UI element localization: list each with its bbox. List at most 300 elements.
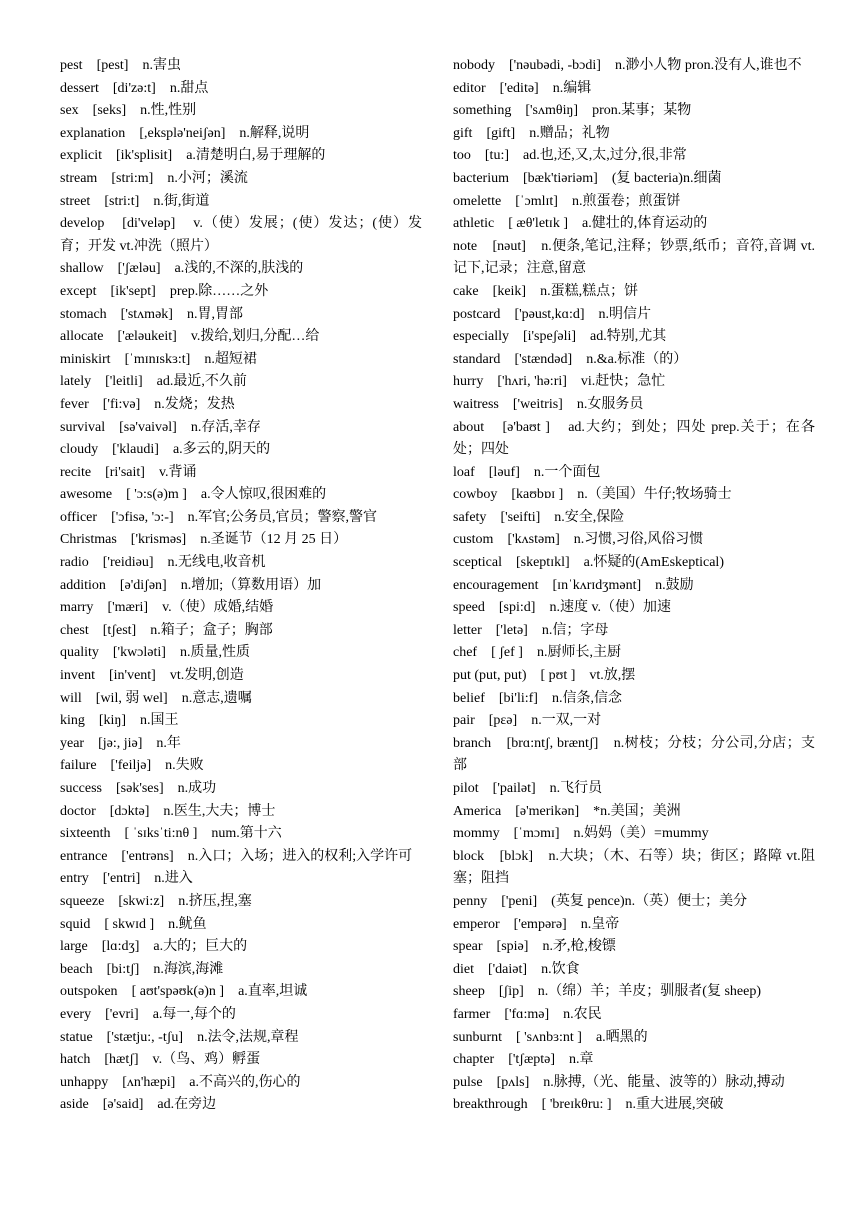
entry-definition: (复 bacteria)n.细菌 <box>611 170 722 186</box>
vocab-entry <box>453 1004 815 1027</box>
vocab-entry <box>453 688 815 711</box>
entry-phonetic: [blɔk] <box>499 848 534 864</box>
vocab-entry <box>60 914 422 937</box>
entry-phonetic: ['mæri] <box>107 600 149 616</box>
entry-word: nobody <box>453 58 495 73</box>
entry-phonetic: ['stʌmək] <box>120 306 173 322</box>
vocab-entry <box>60 145 422 168</box>
entry-word: stomach <box>60 306 107 322</box>
vocab-entry <box>453 304 815 327</box>
entry-definition: n.安全,保险 <box>554 509 625 525</box>
vocab-entry <box>453 145 815 168</box>
entry-word: lately <box>60 374 92 390</box>
vocab-entry <box>453 213 815 236</box>
entry-word: bacterium <box>453 170 509 186</box>
entry-phonetic: [ʌn'hæpi] <box>122 1074 176 1090</box>
entry-definition: n.鼓励 <box>655 577 694 593</box>
entry-phonetic: ['entrəns] <box>121 848 174 864</box>
entry-definition: ad.特别,尤其 <box>590 329 667 345</box>
entry-definition: a.健壮的,体育运动的 <box>581 216 708 232</box>
entry-word: survival <box>60 419 106 435</box>
entry-definition: n.成功 <box>177 781 217 796</box>
vocab-entry <box>60 371 422 394</box>
entry-definition: vi.赶快；急忙 <box>580 374 666 390</box>
vocab-entry <box>60 981 422 1004</box>
entry-definition: a.令人惊叹,很困难的 <box>200 487 327 503</box>
vocab-entry <box>453 846 815 891</box>
vocab-entry <box>453 665 815 688</box>
entry-phonetic: ['nəubədi, -bɔdi] <box>509 58 601 73</box>
entry-phonetic: [ə'merikən] <box>515 803 580 819</box>
vocab-entry <box>453 191 815 214</box>
vocab-entry <box>453 123 815 146</box>
vocab-entry <box>60 755 422 778</box>
entry-phonetic: [ aʊt'spəʊk(ə)n ] <box>131 984 225 1000</box>
entry-word: addition <box>60 577 106 593</box>
entry-phonetic: ['ʃæləu] <box>117 261 161 277</box>
entry-phonetic: [sək'ses] <box>116 781 164 796</box>
entry-word: especially <box>453 329 509 345</box>
entry-word: squeeze <box>60 893 105 909</box>
vocab-entry <box>60 55 422 78</box>
entry-definition: n.发烧；发热 <box>154 396 235 412</box>
entry-definition: n.饮食 <box>541 961 580 977</box>
vocab-entry <box>60 959 422 982</box>
entry-definition: n.害虫 <box>142 58 181 73</box>
entry-word: outspoken <box>60 984 118 1000</box>
entry-phonetic: [stri:m] <box>111 170 154 186</box>
entry-word: emperor <box>453 916 500 932</box>
entry-definition: n.一个面包 <box>533 464 601 480</box>
entry-word: cloudy <box>60 442 99 458</box>
entry-definition: n.编辑 <box>552 80 592 96</box>
entry-phonetic: ['hʌri, 'hə:ri] <box>497 374 567 390</box>
entry-word: recite <box>60 464 92 480</box>
vocab-entry <box>60 846 422 869</box>
entry-phonetic: [pʌls] <box>496 1074 530 1090</box>
entry-definition: n.街,街道 <box>153 193 210 209</box>
vocab-entry <box>453 936 815 959</box>
entry-definition: n.法令,法规,章程 <box>197 1029 299 1045</box>
entry-phonetic: ['reidiəu] <box>102 555 154 571</box>
entry-word: block <box>453 848 485 864</box>
entry-phonetic: [ʃip] <box>498 984 524 1000</box>
vocab-entry <box>60 326 422 349</box>
vocab-entry <box>60 394 422 417</box>
entry-definition: ad.在旁边 <box>157 1097 217 1113</box>
entry-word: sex <box>60 103 79 119</box>
vocab-entry <box>453 394 815 417</box>
entry-word: pulse <box>453 1074 483 1090</box>
entry-definition: n.矛,枪,梭镖 <box>542 939 616 955</box>
vocab-entry <box>60 575 422 598</box>
entry-phonetic: ['pəust,kɑ:d] <box>514 306 585 322</box>
entry-word: editor <box>453 80 486 96</box>
entry-word: beach <box>60 961 93 977</box>
entry-definition: a.晒黑的 <box>595 1029 648 1045</box>
entry-phonetic: ['tʃæptə] <box>508 1052 556 1068</box>
vocab-entry <box>453 371 815 394</box>
entry-phonetic: [nəut] <box>492 238 526 254</box>
entry-word: Christmas <box>60 532 117 548</box>
entry-definition: *n.美国；美洲 <box>593 803 681 819</box>
entry-phonetic: [in'vent] <box>109 668 156 684</box>
entry-definition: n.（美国）牛仔;牧场骑士 <box>577 487 732 503</box>
entry-definition: n.明信片 <box>598 306 652 322</box>
entry-definition: ad.最近,不久前 <box>156 374 247 390</box>
entry-word: cowboy <box>453 487 498 503</box>
entry-phonetic: [ləuf] <box>488 464 520 480</box>
vocab-entry <box>60 1094 422 1117</box>
entry-phonetic: [ ˈsɪksˈti:nθ ] <box>124 826 198 842</box>
right-column <box>453 55 815 1117</box>
entry-phonetic: [ɪnˈkʌrɪdʒmənt] <box>552 577 642 593</box>
entry-word: omelette <box>453 193 502 209</box>
vocab-entry <box>60 529 422 552</box>
entry-word: pair <box>453 713 475 729</box>
entry-word: develop <box>60 216 105 232</box>
entry-definition: n.入口；入场；进入的权利;入学许可 <box>187 848 413 864</box>
vocab-entry <box>60 936 422 959</box>
entry-word: marry <box>60 600 94 616</box>
vocab-entry <box>60 417 422 440</box>
entry-definition: n.意志,遗嘱 <box>181 690 252 706</box>
entry-phonetic: [bæk'tiəriəm] <box>522 170 598 186</box>
entry-definition: n.圣诞节（12 月 25 日） <box>200 532 348 548</box>
entry-phonetic: ['peni] <box>501 893 538 909</box>
vocab-entry <box>60 123 422 146</box>
vocab-entry <box>60 349 422 372</box>
entry-word: gift <box>453 125 473 141</box>
entry-definition: n.鱿鱼 <box>168 916 207 932</box>
entry-word: shallow <box>60 261 104 277</box>
entry-definition: n.进入 <box>154 871 193 887</box>
entry-word: safety <box>453 509 487 525</box>
entry-definition: n.大块；（木、石等）块；街区；路障 vt.阻塞；阻挡 <box>453 848 816 887</box>
entry-word: explicit <box>60 148 102 164</box>
entry-phonetic: ['letə] <box>495 622 528 638</box>
entry-definition: n.信；字母 <box>541 622 609 638</box>
entry-word: cake <box>453 283 479 299</box>
entry-definition: n.煎蛋卷；煎蛋饼 <box>571 193 681 209</box>
entry-definition: v.拨给,划归,分配…给 <box>190 329 320 345</box>
entry-definition: n.无线电,收音机 <box>167 555 266 571</box>
entry-word: hurry <box>453 374 484 390</box>
entry-word: loaf <box>453 464 475 480</box>
entry-definition: a.清楚明白,易于理解的 <box>186 148 326 164</box>
vocab-entry <box>60 1072 422 1095</box>
vocab-entry <box>60 688 422 711</box>
entry-phonetic: [ik'splisit] <box>116 148 173 164</box>
entry-phonetic: ['weitris] <box>512 396 563 412</box>
entry-phonetic: [ˈmɔmɪ] <box>513 826 560 842</box>
entry-phonetic: ['klaudi] <box>112 442 159 458</box>
entry-definition: n.医生,大夫；博士 <box>163 803 276 819</box>
entry-definition: n.树枝；分枝；分公司,分店；支部 <box>453 735 816 774</box>
entry-word: note <box>453 238 478 254</box>
entry-word: allocate <box>60 329 104 345</box>
entry-phonetic: [bi:tʃ] <box>106 961 140 977</box>
vocab-entry <box>60 304 422 327</box>
vocab-entry <box>453 891 815 914</box>
entry-definition: n.赠品；礼物 <box>529 125 610 141</box>
vocab-entry <box>60 642 422 665</box>
entry-word: pilot <box>453 781 479 796</box>
entry-phonetic: ['ɔfisə, 'ɔ:-] <box>111 509 174 525</box>
entry-definition: n.女服务员 <box>576 396 644 412</box>
vocab-entry <box>453 710 815 733</box>
entry-phonetic: [keik] <box>492 283 527 299</box>
entry-definition: n.甜点 <box>169 80 209 96</box>
vocab-entry <box>60 552 422 575</box>
entry-phonetic: ['fi:və] <box>102 396 141 412</box>
entry-phonetic: ['evri] <box>105 1006 139 1022</box>
entry-phonetic: [ 'breɪkθru: ] <box>541 1097 612 1113</box>
entry-word: doctor <box>60 803 96 819</box>
entry-phonetic: ['æləukeit] <box>117 329 177 345</box>
vocab-entry <box>60 1004 422 1027</box>
entry-word: put (put, put) <box>453 668 527 684</box>
entry-definition: v.（使）成婚,结婚 <box>162 600 274 616</box>
entry-definition: n.&a.标准（的） <box>586 351 688 367</box>
entry-phonetic: ['kwɔləti] <box>112 645 166 661</box>
vocab-entry <box>453 349 815 372</box>
entry-phonetic: [ˈmɪnɪskɜ:t] <box>124 351 191 367</box>
entry-phonetic: [ə'diʃən] <box>119 577 167 593</box>
entry-definition: n.信条,信念 <box>551 690 622 706</box>
entry-definition: n.脉搏,（光、能量、波等的）脉动,搏动 <box>543 1074 785 1090</box>
entry-definition: v.（鸟、鸡）孵蛋 <box>152 1052 261 1068</box>
entry-phonetic: [ ʃef ] <box>491 645 523 661</box>
entry-definition: n.渺小人物 pron.没有人,谁也不 <box>614 58 802 73</box>
entry-phonetic: ['empərə] <box>513 916 567 932</box>
entry-phonetic: ['stætju:, -tʃu] <box>106 1029 184 1045</box>
entry-definition: num.第十六 <box>211 826 282 842</box>
vocab-entry <box>453 100 815 123</box>
entry-word: street <box>60 193 91 209</box>
vocab-entry <box>60 823 422 846</box>
vocab-entry <box>60 620 422 643</box>
entry-word: chef <box>453 645 478 661</box>
entry-definition: n.存活,幸存 <box>190 419 261 435</box>
entry-word: athletic <box>453 216 495 232</box>
entry-word: miniskirt <box>60 351 111 367</box>
entry-phonetic: [ æθ'letɪk ] <box>508 216 568 232</box>
entry-word: encouragement <box>453 577 539 593</box>
entry-phonetic: [brɑ:ntʃ, bræntʃ] <box>506 735 599 751</box>
entry-phonetic: [ 'sʌnbɜ:nt ] <box>516 1029 582 1045</box>
entry-definition: a.每一,每个的 <box>152 1006 236 1022</box>
entry-word: except <box>60 283 97 299</box>
entry-definition: n.挤压,捏,塞 <box>178 893 252 909</box>
entry-definition: pron.某事；某物 <box>592 103 692 119</box>
entry-phonetic: ['feiljə] <box>110 758 152 774</box>
entry-definition: n.年 <box>156 735 181 751</box>
entry-phonetic: [wil, 弱 wel] <box>95 690 168 706</box>
entry-phonetic: [jə:, jiə] <box>98 735 143 751</box>
vocab-entry <box>453 462 815 485</box>
entry-definition: (英复 pence)n.（英）便士；美分 <box>551 893 748 909</box>
entry-phonetic: [spiə] <box>496 939 529 955</box>
left-column <box>60 55 422 1117</box>
vocab-entry <box>453 1049 815 1072</box>
entry-word: postcard <box>453 306 501 322</box>
vocab-entry <box>453 507 815 530</box>
vocab-entry <box>60 191 422 214</box>
vocab-entry <box>453 168 815 191</box>
vocab-entry <box>60 597 422 620</box>
entry-definition: a.直率,坦诚 <box>238 984 308 1000</box>
entry-definition: vt.发明,创造 <box>169 668 244 684</box>
entry-definition: n.胃,胃部 <box>186 306 243 322</box>
entry-definition: n.国王 <box>140 713 179 729</box>
entry-definition: n.妈妈（美）=mummy <box>573 826 709 842</box>
entry-definition: n.习惯,习俗,风俗习惯 <box>573 532 704 548</box>
entry-phonetic: [ pʊt ] <box>540 668 576 684</box>
entry-word: stream <box>60 170 98 186</box>
entry-phonetic: [,eksplə'neiʃən] <box>139 125 226 141</box>
entry-word: chest <box>60 622 89 638</box>
entry-word: sheep <box>453 984 485 1000</box>
entry-definition: n.厨师长,主厨 <box>536 645 621 661</box>
vocab-entry <box>60 484 422 507</box>
entry-phonetic: [ə'said] <box>102 1097 144 1113</box>
entry-definition: n.解释,说明 <box>239 125 310 141</box>
vocab-entry <box>453 914 815 937</box>
vocab-entry <box>453 1027 815 1050</box>
entry-word: spear <box>453 939 483 955</box>
vocab-entry <box>453 417 815 462</box>
entry-word: sixteenth <box>60 826 111 842</box>
entry-definition: a.多云的,阴天的 <box>172 442 271 458</box>
entry-definition: ad.也,还,又,太,过分,很,非常 <box>523 148 687 164</box>
entry-word: farmer <box>453 1006 491 1022</box>
vocab-entry <box>60 801 422 824</box>
entry-word: hatch <box>60 1052 91 1068</box>
entry-phonetic: [skwi:z] <box>118 893 165 909</box>
vocab-entry <box>453 733 815 778</box>
entry-phonetic: ['fɑ:mə] <box>504 1006 550 1022</box>
entry-phonetic: [sə'vaivəl] <box>119 419 177 435</box>
entry-phonetic: [lɑ:dʒ] <box>101 939 140 955</box>
entry-word: custom <box>453 532 494 548</box>
entry-definition: vt.放,摆 <box>589 668 636 684</box>
vocab-entry <box>453 981 815 1004</box>
entry-word: success <box>60 781 102 796</box>
entry-phonetic: [tʃest] <box>102 622 137 638</box>
entry-phonetic: ['leitli] <box>105 374 143 390</box>
entry-definition: n.箱子；盒子；胸部 <box>150 622 273 638</box>
entry-phonetic: [ik'sept] <box>110 283 156 299</box>
entry-word: pest <box>60 58 83 73</box>
entry-definition: n.（绵）羊；羊皮；驯服者(复 sheep) <box>537 984 761 1000</box>
entry-phonetic: [tu:] <box>484 148 509 164</box>
entry-phonetic: [spi:d] <box>498 600 536 616</box>
entry-phonetic: [bi'li:f] <box>498 690 538 706</box>
vocab-entry <box>60 100 422 123</box>
vocab-entry <box>453 236 815 281</box>
vocab-entry <box>60 665 422 688</box>
entry-word: diet <box>453 961 474 977</box>
entry-definition: n.便条,笔记,注释；钞票,纸币；音符,音调 vt.记下,记录；注意,留意 <box>453 238 816 277</box>
entry-word: unhappy <box>60 1074 109 1090</box>
entry-definition: a.怀疑的(AmEskeptical) <box>583 555 724 571</box>
vocab-entry <box>60 507 422 530</box>
entry-phonetic: ['seifti] <box>500 509 541 525</box>
vocab-entry <box>453 597 815 620</box>
entry-phonetic: [dɔktə] <box>109 803 150 819</box>
entry-word: America <box>453 803 502 819</box>
entry-definition: n.飞行员 <box>549 781 603 796</box>
entry-word: standard <box>453 351 501 367</box>
vocab-entry <box>453 78 815 101</box>
vocab-entry <box>453 484 815 507</box>
entry-definition: n.超短裙 <box>204 351 257 367</box>
entry-phonetic: [ 'ɔ:s(ə)m ] <box>126 487 187 503</box>
entry-word: sceptical <box>453 555 502 571</box>
entry-phonetic: ['daiət] <box>488 961 528 977</box>
entry-phonetic: [di'veləp] <box>122 216 176 232</box>
entry-definition: n.质量,性质 <box>179 645 250 661</box>
entry-definition: prep.除……之外 <box>169 283 269 299</box>
entry-word: failure <box>60 758 97 774</box>
entry-word: waitress <box>453 396 499 412</box>
entry-definition: ad.大约；到处；四处 prep.关于；在各处；四处 <box>453 419 816 458</box>
entry-phonetic: [i'speʃəli] <box>522 329 577 345</box>
entry-phonetic: [kaʊbɒɪ ] <box>511 487 564 503</box>
vocab-entry <box>60 78 422 101</box>
entry-definition: n.皇帝 <box>580 916 620 932</box>
entry-definition: n.蛋糕,糕点；饼 <box>540 283 639 299</box>
entry-word: chapter <box>453 1052 495 1068</box>
entry-phonetic: ['sʌmθiŋ] <box>525 103 579 119</box>
entry-phonetic: ['entri] <box>102 871 141 887</box>
entry-word: awesome <box>60 487 113 503</box>
entry-word: belief <box>453 690 485 706</box>
vocab-entry <box>453 620 815 643</box>
entry-phonetic: [ skwɪd ] <box>104 916 155 932</box>
entry-word: every <box>60 1006 92 1022</box>
vocab-entry <box>453 55 815 78</box>
entry-word: squid <box>60 916 91 932</box>
entry-word: entrance <box>60 848 108 864</box>
vocab-entry <box>453 823 815 846</box>
entry-definition: n.增加;（算数用语）加 <box>180 577 322 593</box>
entry-word: radio <box>60 555 89 571</box>
entry-definition: v.背诵 <box>158 464 197 480</box>
entry-phonetic: ['krisməs] <box>130 532 187 548</box>
vocab-entry <box>60 1049 422 1072</box>
vocab-entry <box>60 891 422 914</box>
entry-definition: n.速度 v.（使）加速 <box>549 600 672 616</box>
entry-phonetic: [ri'sait] <box>105 464 145 480</box>
vocab-entry <box>453 326 815 349</box>
entry-word: something <box>453 103 512 119</box>
entry-word: about <box>453 419 485 435</box>
vocab-entry <box>60 1027 422 1050</box>
vocab-entry <box>60 258 422 281</box>
entry-phonetic: ['editə] <box>499 80 539 96</box>
vocab-entry <box>453 281 815 304</box>
vocab-entry <box>60 168 422 191</box>
entry-word: fever <box>60 396 89 412</box>
entry-word: dessert <box>60 80 99 96</box>
entry-phonetic: [ə'baʊt ] <box>502 419 550 435</box>
entry-definition: n.军官;公务员,官员；警察,警官 <box>187 509 378 525</box>
entry-word: statue <box>60 1029 93 1045</box>
vocab-entry <box>453 778 815 801</box>
entry-word: too <box>453 148 471 164</box>
